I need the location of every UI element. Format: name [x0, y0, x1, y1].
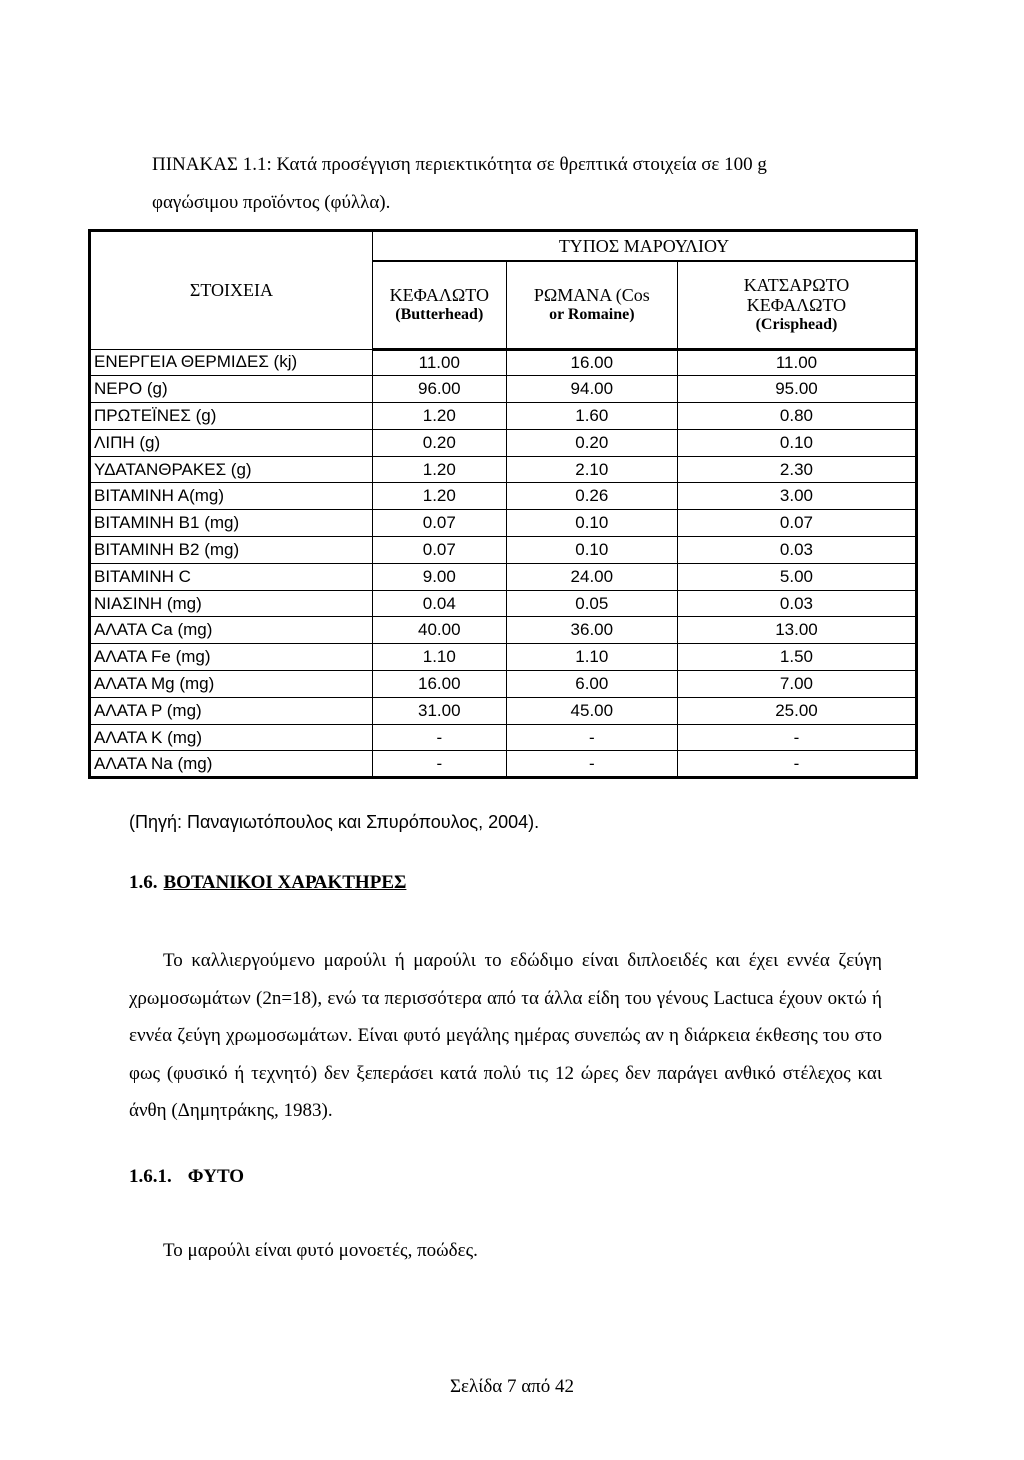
crisphead-value: 0.03: [677, 537, 916, 564]
header-crisphead: [677, 261, 916, 349]
header-romaine-name: ΡΩΜΑΝΑ (Cos: [533, 284, 650, 305]
body-paragraph: Το καλλιεργούμενο μαρούλι ή μαρούλι το εδώδιμο είναι διπλοειδές και έχει εννέα ζεύγη χρωμοσωμάτων (2n=18), ενώ τα περισσότερα από τα άλλα είδη του γένους Lactuca έχουν οκτώ ή εννέα ζεύγη χρωμοσωμάτων. Είναι φυτό μεγάλης ημέρας συνεπώς αν η διάρκεια έκθεσης του στο φως (φυσικό ή τεχνητό) δεν ξεπεράσει κατά πολύ τις 12 ώρες δεν παράγει ανθικό στέλεχος και άνθη (Δημητράκης, 1983).: [129, 950, 882, 1121]
header-romaine: [506, 261, 677, 349]
crisphead-value: -: [677, 724, 916, 751]
table-row: [90, 483, 917, 510]
header-stoixeia: ΣΤΟΙΧΕΙΑ: [90, 231, 373, 350]
header-crisphead-name-2: ΚΕΦΑΛΩΤΟ: [746, 294, 847, 315]
header-butterhead: [372, 261, 506, 349]
header-crisphead-sub: (Crisphead): [755, 315, 838, 333]
butterhead-value: 40.00: [372, 617, 506, 644]
butterhead-value: 31.00: [372, 697, 506, 724]
subsection-title: ΦΥΤΟ: [187, 1166, 245, 1187]
table-row: [90, 429, 917, 456]
crisphead-value: 5.00: [677, 563, 916, 590]
crisphead-value: 0.03: [677, 590, 916, 617]
table-row: [90, 349, 917, 376]
romaine-value: 24.00: [506, 563, 677, 590]
header-romaine-sub: or Romaine): [549, 305, 635, 323]
nutrition-table: [88, 229, 918, 779]
butterhead-value: 96.00: [372, 376, 506, 403]
row-label: ΑΛΑΤΑ Ca (mg): [90, 617, 373, 644]
romaine-value: -: [506, 751, 677, 778]
crisphead-value: 0.07: [677, 510, 916, 537]
crisphead-value: 13.00: [677, 617, 916, 644]
section-number: 1.6.: [129, 872, 158, 893]
butterhead-value: 0.07: [372, 537, 506, 564]
butterhead-value: 1.20: [372, 456, 506, 483]
row-label: ΥΔΑΤΑΝΘΡΑΚΕΣ (g): [90, 456, 373, 483]
butterhead-value: 1.10: [372, 644, 506, 671]
subsection-paragraph: Το μαρούλι είναι φυτό μονοετές, ποώδες.: [163, 1240, 478, 1261]
table-caption: [152, 146, 912, 222]
table-row: [90, 590, 917, 617]
crisphead-value: 7.00: [677, 671, 916, 698]
romaine-value: 94.00: [506, 376, 677, 403]
header-lettuce-type: ΤΥΠΟΣ ΜΑΡΟΥΛΙΟΥ: [372, 231, 916, 262]
romaine-value: 0.20: [506, 429, 677, 456]
table-row: [90, 724, 917, 751]
crisphead-value: -: [677, 751, 916, 778]
section-title: ΒΟΤΑΝΙΚΟΙ ΧΑΡΑΚΤΗΡΕΣ: [163, 872, 407, 893]
table-row: [90, 510, 917, 537]
table-row: [90, 751, 917, 778]
row-label: ΕΝΕΡΓΕΙΑ ΘΕΡΜΙΔΕΣ (kj): [90, 349, 373, 376]
table-row: [90, 456, 917, 483]
page-footer: Σελίδα 7 από 42: [449, 1376, 575, 1397]
crisphead-value: 0.80: [677, 403, 916, 430]
romaine-value: 0.10: [506, 537, 677, 564]
butterhead-value: 1.20: [372, 483, 506, 510]
source-citation: (Πηγή: Παναγιωτόπουλος και Σπυρόπουλος, 2004).: [129, 812, 540, 832]
row-label: ΒΙΤΑΜΙΝΗ Β2 (mg): [90, 537, 373, 564]
table-body: [90, 349, 917, 778]
header-butterhead-name: ΚΕΦΑΛΩΤΟ: [389, 284, 489, 305]
crisphead-value: 3.00: [677, 483, 916, 510]
romaine-value: 6.00: [506, 671, 677, 698]
butterhead-value: -: [372, 751, 506, 778]
romaine-value: 16.00: [506, 349, 677, 376]
row-label: ΠΡΩΤΕΪΝΕΣ (g): [90, 403, 373, 430]
row-label: ΑΛΑΤΑ Mg (mg): [90, 671, 373, 698]
section-heading: [129, 872, 406, 894]
crisphead-value: 11.00: [677, 349, 916, 376]
header-butterhead-sub: (Butterhead): [395, 305, 484, 323]
romaine-value: 0.26: [506, 483, 677, 510]
romaine-value: 1.60: [506, 403, 677, 430]
row-label: ΑΛΑΤΑ Fe (mg): [90, 644, 373, 671]
butterhead-value: -: [372, 724, 506, 751]
row-label: ΒΙΤΑΜΙΝΗ Α(mg): [90, 483, 373, 510]
crisphead-value: 25.00: [677, 697, 916, 724]
table-row: [90, 563, 917, 590]
row-label: ΑΛΑΤΑ Na (mg): [90, 751, 373, 778]
caption-line-2: φαγώσιμου προϊόντος (φύλλα).: [152, 192, 391, 213]
butterhead-value: 9.00: [372, 563, 506, 590]
table-row: [90, 644, 917, 671]
table-row: [90, 376, 917, 403]
table-row: [90, 671, 917, 698]
table-row: [90, 697, 917, 724]
butterhead-value: 1.20: [372, 403, 506, 430]
row-label: ΒΙΤΑΜΙΝΗ C: [90, 563, 373, 590]
row-label: ΑΛΑΤΑ K (mg): [90, 724, 373, 751]
romaine-value: 2.10: [506, 456, 677, 483]
butterhead-value: 0.07: [372, 510, 506, 537]
butterhead-value: 16.00: [372, 671, 506, 698]
romaine-value: 36.00: [506, 617, 677, 644]
row-label: ΝΙΑΣΙΝΗ (mg): [90, 590, 373, 617]
crisphead-value: 95.00: [677, 376, 916, 403]
crisphead-value: 0.10: [677, 429, 916, 456]
row-label: ΝΕΡΟ (g): [90, 376, 373, 403]
romaine-value: 45.00: [506, 697, 677, 724]
butterhead-value: 11.00: [372, 349, 506, 376]
butterhead-value: 0.04: [372, 590, 506, 617]
romaine-value: 1.10: [506, 644, 677, 671]
crisphead-value: 1.50: [677, 644, 916, 671]
crisphead-value: 2.30: [677, 456, 916, 483]
row-label: ΒΙΤΑΜΙΝΗ Β1 (mg): [90, 510, 373, 537]
romaine-value: -: [506, 724, 677, 751]
table-row: [90, 537, 917, 564]
butterhead-value: 0.20: [372, 429, 506, 456]
table-row: [90, 617, 917, 644]
caption-line-1: ΠΙΝΑΚΑΣ 1.1: Κατά προσέγγιση περιεκτικότητα σε θρεπτικά στοιχεία σε 100 g: [152, 154, 767, 175]
romaine-value: 0.10: [506, 510, 677, 537]
subsection-number: 1.6.1.: [129, 1166, 172, 1187]
romaine-value: 0.05: [506, 590, 677, 617]
row-label: ΛΙΠΗ (g): [90, 429, 373, 456]
header-crisphead-name-1: ΚΑΤΣΑΡΩΤΟ: [743, 274, 850, 295]
table-row: [90, 403, 917, 430]
row-label: ΑΛΑΤΑ P (mg): [90, 697, 373, 724]
subsection-heading: [129, 1166, 244, 1188]
